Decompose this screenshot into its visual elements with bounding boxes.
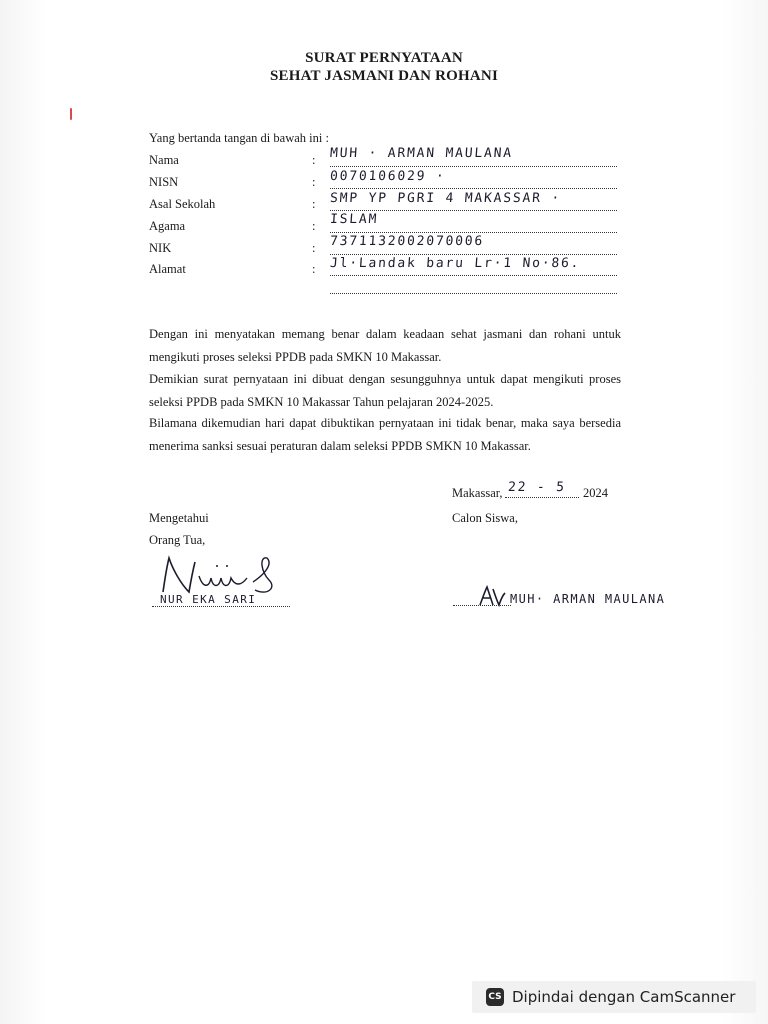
date-year: 2024 (583, 486, 608, 500)
date-handwritten: 22 - 5 (507, 480, 567, 495)
field-label-nisn: NISN (149, 175, 179, 189)
document-title: SURAT PERNYATAAN (305, 50, 463, 66)
date-place: Makassar, (452, 486, 503, 500)
field-value-agama: ISLAM (329, 212, 379, 227)
field-colon: : (312, 197, 316, 211)
statement-paragraph-1: Dengan ini menyatakan memang benar dalam keadaan sehat jasmani dan rohani untuk mengikuti proses seleksi PPDB pada SMKN 10 Makassar. (149, 327, 621, 364)
field-colon: : (312, 175, 316, 189)
field-value-nisn: 0070106029 · (329, 169, 447, 184)
statement-paragraph-2: Demikian surat pernyataan ini dibuat dengan sesungguhnya untuk dapat mengikuti proses seleksi PPDB pada SMKN 10 Makassar Tahun pelajaran 2024-2025. (149, 372, 621, 409)
camscanner-text: Dipindai dengan CamScanner (512, 988, 736, 1006)
field-colon: : (312, 241, 316, 255)
field-value-asal-sekolah: SMP YP PGRI 4 MAKASSAR · (329, 191, 562, 206)
field-label-nik: NIK (149, 241, 172, 255)
camscanner-badge (472, 981, 756, 1013)
field-value-nik: 7371132002070006 (329, 234, 485, 249)
document-subtitle: SEHAT JASMANI DAN ROHANI (269, 68, 499, 84)
red-ink-mark (70, 108, 72, 120)
right-signature-role: Calon Siswa, (452, 511, 518, 525)
field-label-asal-sekolah: Asal Sekolah (149, 197, 216, 211)
camscanner-icon: CS (486, 988, 504, 1006)
parent-signature-line (152, 606, 290, 607)
field-line (330, 254, 617, 255)
parent-signature-name: NUR EKA SARI (160, 593, 257, 606)
student-signature-line (453, 605, 511, 606)
field-value-nama: MUH · ARMAN MAULANA (329, 146, 514, 161)
field-label-alamat: Alamat (149, 262, 186, 276)
statement-paragraph-3: Bilamana dikemudian hari dapat dibuktikan pernyataan ini tidak benar, maka saya bersedia menerima sanksi sesuai peraturan dalam seleksi PPDB SMKN 10 Makassar. (149, 416, 621, 453)
field-line (330, 188, 617, 189)
field-line (330, 232, 617, 233)
field-colon: : (312, 153, 316, 167)
field-label-agama: Agama (149, 219, 186, 233)
field-line (330, 275, 617, 276)
field-colon: : (312, 262, 316, 276)
date-line (505, 497, 579, 498)
field-value-alamat: Jl·Landak baru Lr·1 No·86. (329, 256, 581, 271)
intro-text: Yang bertanda tangan di bawah ini : (149, 131, 329, 145)
field-line-extra (330, 293, 617, 294)
field-colon: : (312, 219, 316, 233)
field-label-nama: Nama (149, 153, 179, 167)
left-signature-caption: Mengetahui (149, 511, 209, 525)
student-signature-name: MUH· ARMAN MAULANA (510, 592, 666, 606)
field-line (330, 210, 617, 211)
field-line (330, 166, 617, 167)
left-signature-role: Orang Tua, (149, 533, 206, 547)
